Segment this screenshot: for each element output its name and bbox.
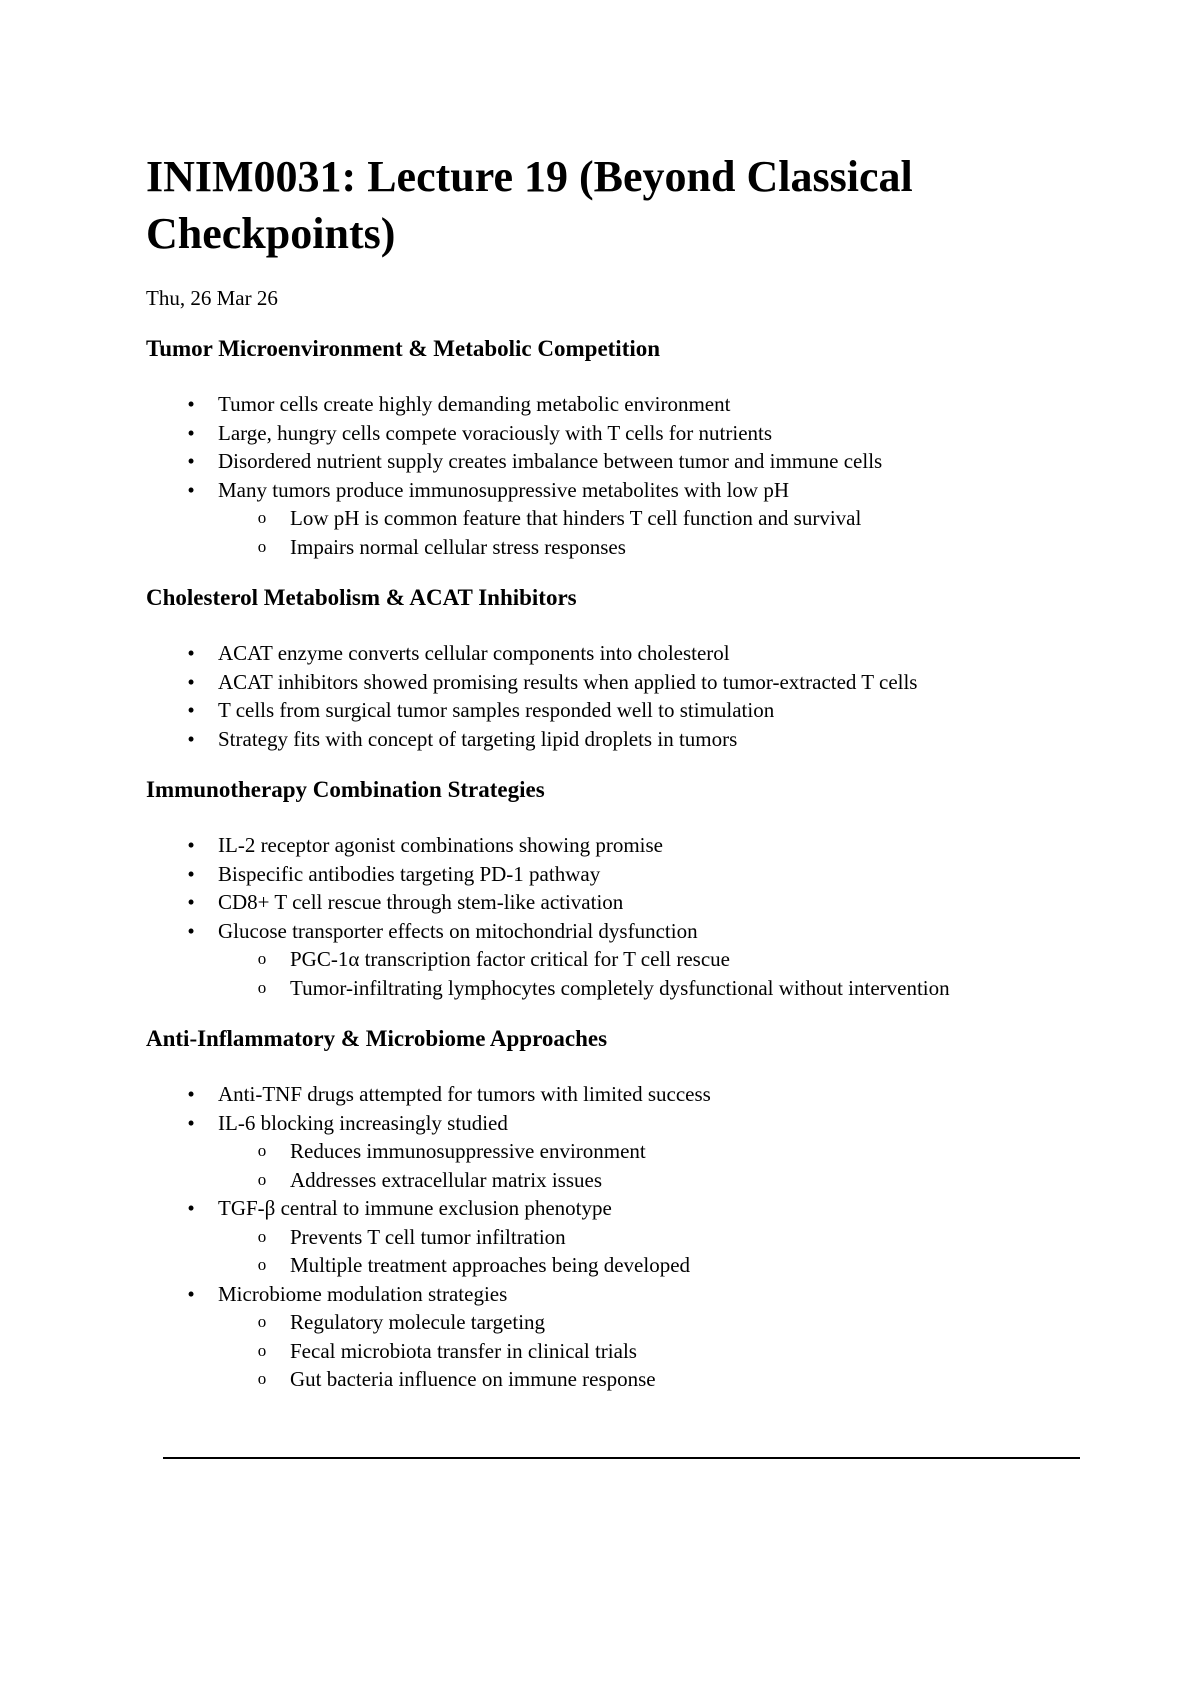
sub-list-item (146, 1251, 1086, 1280)
bullet-icon: • (187, 449, 195, 473)
list-item (146, 1280, 1086, 1394)
section-heading: Tumor Microenvironment & Metabolic Competition (146, 336, 661, 361)
bullet-icon: • (187, 1281, 195, 1306)
list-item (146, 917, 1086, 1003)
sub-list-item-text: Gut bacteria influence on immune response (290, 1367, 656, 1391)
list-item-text: Tumor cells create highly demanding metabolic environment (218, 392, 731, 416)
list-item-text: T cells from surgical tumor samples responded well to stimulation (218, 698, 775, 722)
list-item-text: Disordered nutrient supply creates imbalance between tumor and immune cells (218, 449, 883, 473)
bullet-icon: • (187, 833, 195, 857)
sub-bullet-icon: o (257, 1169, 267, 1189)
sub-bullet-icon: o (257, 977, 267, 997)
sub-bullet-icon: o (257, 949, 267, 968)
list-item (146, 668, 1086, 697)
section-heading: Immunotherapy Combination Strategies (146, 777, 545, 802)
bullet-icon: • (187, 698, 195, 722)
list-item-text: IL-6 blocking increasingly studied (218, 1110, 508, 1135)
lecture-date: Thu, 26 Mar 26 (146, 286, 278, 310)
list-item (146, 639, 1086, 668)
bullet-icon: • (187, 669, 195, 694)
bullet-icon: • (187, 1110, 195, 1135)
sub-list-item (146, 1137, 1086, 1166)
bullet-icon: • (187, 641, 195, 665)
list-item (146, 1194, 1086, 1280)
sub-list-item-text: Tumor-infiltrating lymphocytes completely dysfunctional without intervention (290, 975, 950, 1000)
sub-bullet-icon: o (257, 536, 267, 556)
sub-bullet-list (146, 1137, 1086, 1194)
list-item (146, 1109, 1086, 1195)
bullet-icon: • (187, 890, 195, 914)
sub-bullet-icon: o (257, 508, 267, 527)
sub-list-item-text: Prevents T cell tumor infiltration (290, 1224, 566, 1249)
sub-list-item-text: Addresses extracellular matrix issues (290, 1167, 602, 1192)
bullet-icon: • (187, 726, 195, 751)
list-item (146, 476, 1086, 562)
bullet-list (146, 639, 1086, 753)
sub-bullet-icon: o (257, 1369, 267, 1388)
list-item-text: CD8+ T cell rescue through stem-like activation (218, 890, 624, 914)
document-content (146, 148, 1086, 1394)
sub-list-item (146, 1365, 1086, 1394)
sub-bullet-icon: o (257, 1226, 267, 1246)
sub-bullet-list (146, 1223, 1086, 1280)
bullet-list (146, 831, 1086, 1002)
section-heading: Anti-Inflammatory & Microbiome Approaches (146, 1026, 608, 1051)
list-item (146, 390, 1086, 419)
list-item-text: Many tumors produce immunosuppressive metabolites with low pH (218, 477, 790, 502)
list-item-text: Glucose transporter effects on mitochondrial dysfunction (218, 918, 698, 943)
bullet-icon: • (187, 1196, 195, 1220)
sub-list-item (146, 974, 1086, 1003)
sections-container (146, 334, 1086, 1394)
sub-list-item-text: Multiple treatment approaches being developed (290, 1253, 691, 1277)
sub-list-item-text: Fecal microbiota transfer in clinical trials (290, 1338, 637, 1363)
sub-bullet-icon: o (257, 1340, 267, 1360)
bullet-icon: • (187, 392, 195, 416)
list-item-text: Large, hungry cells compete voraciously with T cells for nutrients (218, 420, 773, 445)
list-item (146, 419, 1086, 448)
bullet-icon: • (187, 1082, 195, 1106)
section (146, 1024, 1086, 1394)
list-item (146, 725, 1086, 754)
sub-bullet-icon: o (257, 1312, 267, 1331)
sub-list-item (146, 1308, 1086, 1337)
sub-bullet-list (146, 504, 1086, 561)
sub-list-item (146, 945, 1086, 974)
bullet-icon: • (187, 918, 195, 943)
list-item (146, 860, 1086, 889)
section (146, 775, 1086, 1002)
list-item-text: Anti-TNF drugs attempted for tumors with limited success (218, 1082, 711, 1106)
list-item-text: Strategy fits with concept of targeting lipid droplets in tumors (218, 726, 738, 751)
sub-bullet-icon: o (257, 1141, 267, 1160)
sub-bullet-list (146, 1308, 1086, 1394)
sub-list-item (146, 1337, 1086, 1366)
sub-list-item-text: Impairs normal cellular stress responses (290, 534, 626, 559)
bullet-list (146, 390, 1086, 561)
sub-list-item (146, 1166, 1086, 1195)
sub-list-item-text: Low pH is common feature that hinders T cell function and survival (290, 506, 862, 530)
section-heading: Cholesterol Metabolism & ACAT Inhibitors (146, 585, 577, 610)
bullet-icon: • (187, 861, 195, 886)
list-item-text: ACAT inhibitors showed promising results when applied to tumor-extracted T cells (218, 669, 918, 694)
bullet-icon: • (187, 477, 195, 502)
list-item-text: Bispecific antibodies targeting PD-1 pathway (218, 861, 601, 886)
bullet-icon: • (187, 420, 195, 445)
sub-list-item (146, 1223, 1086, 1252)
section (146, 583, 1086, 753)
sub-list-item-text: PGC-1α transcription factor critical for T cell rescue (290, 947, 730, 971)
sub-list-item-text: Reduces immunosuppressive environment (290, 1139, 646, 1163)
list-item-text: Microbiome modulation strategies (218, 1281, 508, 1306)
bullet-list (146, 1080, 1086, 1394)
list-item-text: IL-2 receptor agonist combinations showing promise (218, 833, 663, 857)
list-item-text: TGF-β central to immune exclusion phenotype (218, 1196, 612, 1220)
horizontal-rule (163, 1457, 1080, 1459)
section (146, 334, 1086, 561)
list-item (146, 888, 1086, 917)
list-item (146, 696, 1086, 725)
list-item (146, 831, 1086, 860)
sub-bullet-icon: o (257, 1255, 267, 1274)
sub-list-item-text: Regulatory molecule targeting (290, 1310, 546, 1334)
sub-bullet-list (146, 945, 1086, 1002)
sub-list-item (146, 504, 1086, 533)
list-item (146, 447, 1086, 476)
list-item-text: ACAT enzyme converts cellular components into cholesterol (218, 641, 730, 665)
list-item (146, 1080, 1086, 1109)
page-title: INIM0031: Lecture 19 (Beyond Classical Checkpoints) (146, 152, 913, 258)
sub-list-item (146, 533, 1086, 562)
